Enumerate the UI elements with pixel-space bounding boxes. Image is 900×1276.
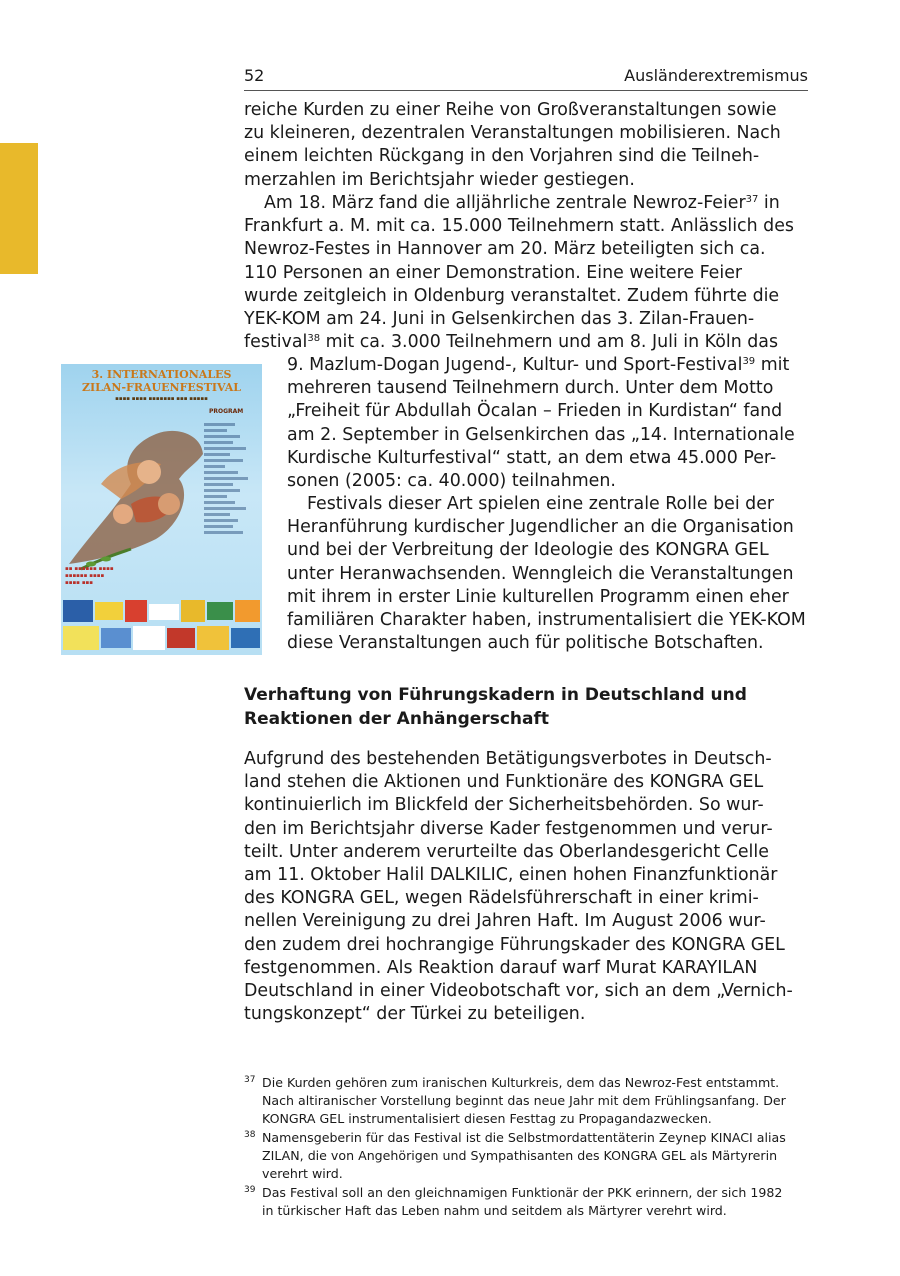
paragraph-1: reiche Kurden zu einer Reihe von Großveranstaltungen sowie zu kleineren, dezentralen Veranstaltungen mobilisieren. Nach einem leichten Rückgang in den Vorjahren sind die Teilneh- merzahlen im Berichtsjahr wieder gestiegen. (244, 100, 781, 190)
footnote-ref-37: 37 (745, 194, 759, 205)
page-header (244, 66, 808, 91)
footnote-ref-39: 39 (742, 356, 756, 367)
poster-date-illegible: ▪▪ ▪▪▪▪▪▪ ▪▪▪▪ ▪▪▪▪▪▪ ▪▪▪▪ ▪▪▪▪ ▪▪▪ (65, 566, 114, 586)
paragraph-3: Festivals dieser Art spielen eine zentrale Rolle bei der Heranführung kurdischer Jugendlicher an die Organisation und bei der Verbreitung der Ideologie des KONGRA GEL unter Heranwachsenden. Wenngleich die Veranstaltungen mit ihrem in erster Linie kulturellen Programm einen eher familiären Charakter haben, instrumentalisiert die YEK-KOM diese Veranstaltungen auch für politische Botschaften. (287, 494, 806, 654)
festival-poster-image (61, 364, 262, 655)
section-heading: Verhaftung von Führungskadern in Deutschland und Reaktionen der Anhängerschaft (244, 685, 747, 729)
poster-subtitle-illegible: ▪▪▪▪ ▪▪▪▪ ▪▪▪▪▪▪▪ ▪▪▪ ▪▪▪▪▪ (115, 396, 208, 402)
section-tab-marker (0, 143, 38, 274)
paragraph-4: Aufgrund des bestehenden Betätigungsverbotes in Deutsch- land stehen die Aktionen und Funktionäre des KONGRA GEL kontinuierlich im Blickfeld der Sicherheitsbehörden. So wur- den im Berichtsjahr diverse Kader festgenommen und verur- teilt. Unter anderem verurteilte das Oberlandesgericht Celle am 11. Oktober Halil DALKILIC, einen hohen Finanzfunktionär des KONGRA GEL, wegen Rädelsführerschaft in einer krimi- nellen Vereinigung zu drei Jahren Haft. Im August 2006 wur- den zudem drei hochrangige Führungskader des KONGRA GEL festgenommen. Als Reaktion darauf warf Murat KARAYILAN Deutschland in einer Videobotschaft vor, sich an dem „Vernich- tungskonzept“ der Türkei zu beteiligen. (244, 749, 793, 1025)
footnote-ref-38: 38 (307, 333, 321, 345)
poster-sponsor-ads (61, 596, 262, 655)
poster-title-line-1: 3. INTERNATIONALES (91, 368, 232, 381)
paragraph-2-lower: 9. Mazlum-Dogan Jugend-, Kultur- und Sport-Festival$^{39}$ mit mehreren tausend Teilnehmern durch. Unter dem Motto „Freiheit für Abdullah Öcalan – Frieden in Kurdistan“ fand am 2. September in Gelsenkirchen das „14. Internationale Kurdische Kulturfestival“ statt, an dem etwa 45.000 Per- sonen (2005: ca. 40.000) teilnahmen. (287, 355, 795, 492)
poster-program-label: PROGRAM (209, 408, 244, 415)
section-title: Ausländerextremismus (624, 66, 808, 85)
page-number: 52 (244, 66, 265, 85)
poster-title-line-2: ZILAN-FRAUENFESTIVAL (81, 381, 241, 394)
paragraph-2-upper: Am 18. März fand die alljährliche zentrale Newroz-Feier$^{37}$ in Frankfurt a. M. mit ca. 15.000 Teilnehmern statt. Anlässlich des Newroz-Festes in Hannover am 20. März beteiligten sich ca. 110 Personen an einer Demonstration. Eine weitere Feier wurde zeitgleich in Oldenburg veranstaltet. Zudem führte die YEK-KOM am 24. Juni in Gelsenkirchen das 3. Zilan-Frauen- festival$^{38}$ mit ca. 3.000 Teilnehmern und am 8. Juli in Köln das (244, 193, 794, 353)
